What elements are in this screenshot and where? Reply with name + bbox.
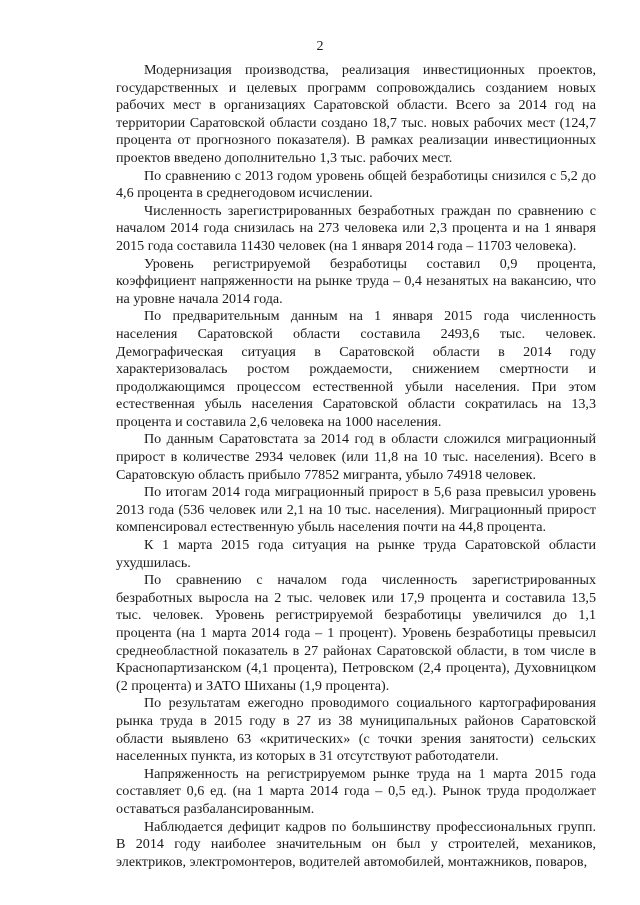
paragraph: По результатам ежегодно проводимого социального картографирования рынка труда в 2015 году в 27 из 38 муниципальных районов Саратовской области выявлено 63 «критических» (с точки зрения занятости) сельских населенных пункта, из которых в 31 отсутствуют работодатели. (116, 695, 596, 765)
page-number: 2 (316, 39, 324, 54)
paragraph: Наблюдается дефицит кадров по большинству профессиональных групп. В 2014 году наиболее значительным он был у строителей, механиков, электриков, электромонтеров, водителей автомобилей, монтажников, поваров, (116, 818, 596, 870)
paragraph: По сравнению с началом года численность зарегистрированных безработных выросла на 2 тыс. человек или 17,9 процента и составила 13,5 тыс. человек. Уровень регистрируемой безработицы увеличился до 1,1 процента (на 1 марта 2014 года – 1 процент). Уровень безработицы превысил среднеобластной показатель в 27 районах Саратовской области, в том числе в Краснопартизанском (4,1 процента), Петровском (2,4 процента), Духовницком (2 процента) и ЗАТО Шиханы (1,9 процента). (116, 572, 596, 694)
paragraph: Уровень регистрируемой безработицы составил 0,9 процента, коэффициент напряженности на рынке труда – 0,4 незанятых на вакансию, что на уровне начала 2014 года. (116, 255, 596, 307)
paragraph: Численность зарегистрированных безработных граждан по сравнению с началом 2014 года снизилась на 273 человека или 2,3 процента и на 1 января 2015 года составила 11430 человек (на 1 января 2014 года – 11703 человека). (116, 202, 596, 254)
paragraph: По предварительным данным на 1 января 2015 года численность населения Саратовской области составила 2493,6 тыс. человек. Демографическая ситуация в Саратовской области в 2014 году характеризовалась ростом рождаемости, снижением смертности и продолжающимся процессом естественной убыли населения. При этом естественная убыль населения Саратовской области сократилась на 13,3 процента и составила 2,6 человека на 1000 населения. (116, 308, 596, 430)
paragraph: Модернизация производства, реализация инвестиционных проектов, государственных и целевых программ сопровождались созданием новых рабочих мест в организациях Саратовской области. Всего за 2014 год на территории Саратовской области создано 18,7 тыс. новых рабочих мест (124,7 процента от прогнозного показателя). В рамках реализации инвестиционных проектов введено дополнительно 1,3 тыс. рабочих мест. (116, 62, 596, 166)
body-text (116, 62, 596, 871)
paragraph: По сравнению с 2013 годом уровень общей безработицы снизился с 5,2 до 4,6 процента в среднегодовом исчислении. (116, 167, 596, 202)
paragraph: К 1 марта 2015 года ситуация на рынке труда Саратовской области ухудшилась. (116, 537, 596, 571)
paragraph: По данным Саратовстата за 2014 год в области сложился миграционный прирост в количестве 2934 человек (или 11,8 на 10 тыс. населения). Всего в Саратовскую область прибыло 77852 мигранта, убыло 74918 человек. (116, 431, 596, 483)
paragraph: По итогам 2014 года миграционный прирост в 5,6 раза превысил уровень 2013 года (536 человек или 2,1 на 10 тыс. населения). Миграционный прирост компенсировал естественную убыль населения почти на 44,8 процента. (116, 484, 596, 536)
paragraph: Напряженность на регистрируемом рынке труда на 1 марта 2015 года составляет 0,6 ед. (на 1 марта 2014 года – 0,5 ед.). Рынок труда продолжает оставаться разбалансированным. (116, 765, 596, 817)
